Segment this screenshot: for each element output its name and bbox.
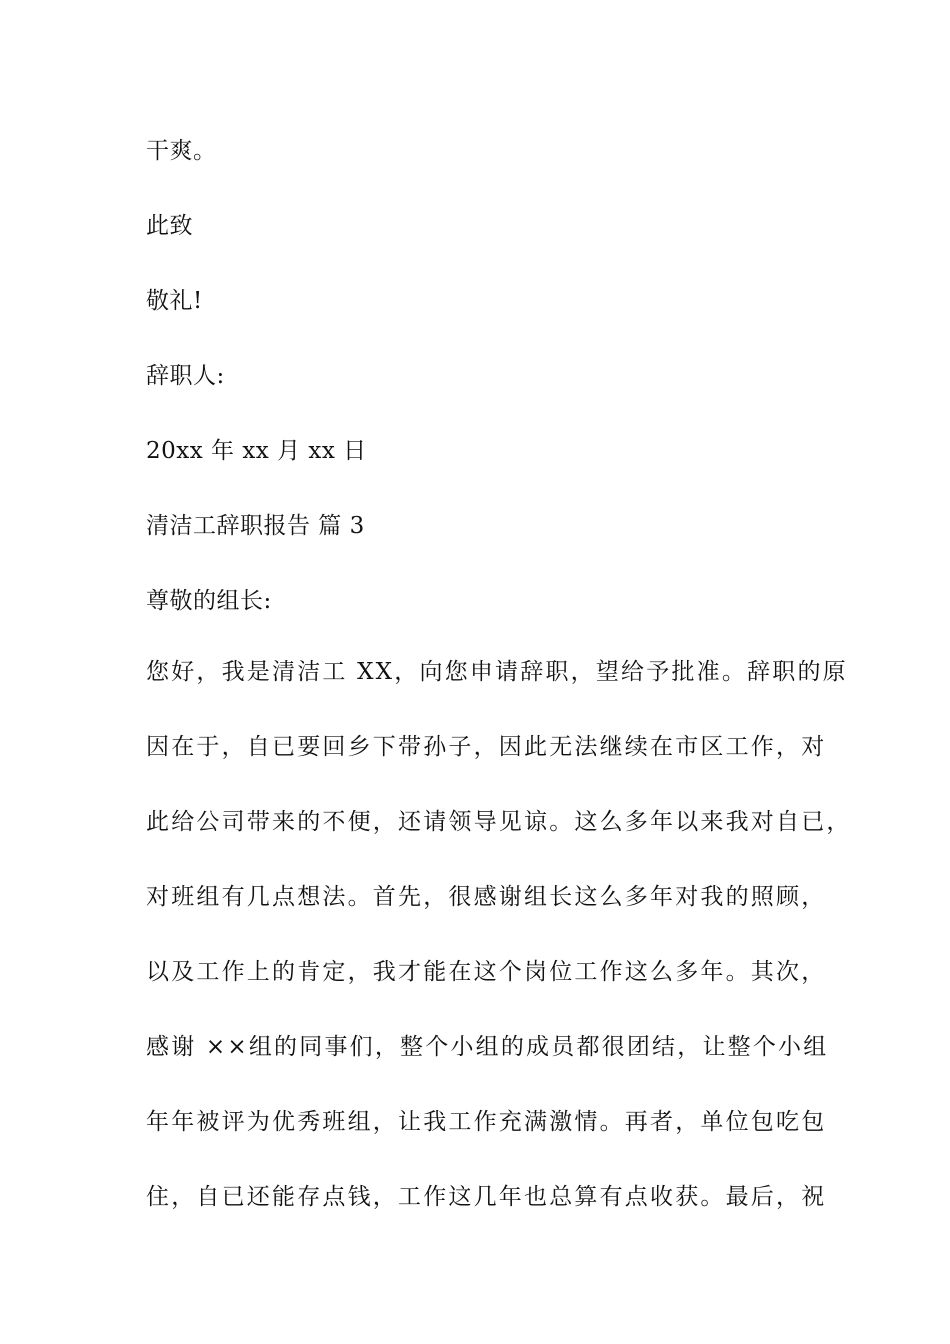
paragraph-row: 感谢 ××组的同事们，整个小组的成员都很团结，让整个小组 [146,1034,829,1060]
paragraph-row: 因在于，自已要回乡下带孙子，因此无法继续在市区工作，对 [146,734,827,760]
body-paragraph [146,657,852,1257]
text-line-closing-fragment: 干爽。 [146,138,217,164]
paragraph-row: 对班组有几点想法。首先，很感谢组长这么多年对我的照顾， [146,884,827,910]
paragraph-row: 以及工作上的肯定，我才能在这个岗位工作这么多年。其次， [146,959,827,985]
text-line-date: 20xx 年 xx 月 xx 日 [146,438,367,464]
text-line-salutation: 此致 [146,213,193,239]
section-heading: 清洁工辞职报告 篇 3 [146,513,365,539]
paragraph-row: 住，自已还能存点钱，工作这几年也总算有点收获。最后，祝 [146,1184,827,1210]
paragraph-row: 您好，我是清洁工 XX，向您申请辞职，望给予批准。辞职的原 [146,659,848,685]
paragraph-row: 年年被评为优秀班组，让我工作充满激情。再者，单位包吃包 [146,1109,827,1135]
text-line-signatory: 辞职人: [146,363,225,389]
paragraph-row: 此给公司带来的不便，还请领导见谅。这么多年以来我对自已， [146,809,852,835]
text-line-addressee: 尊敬的组长: [146,588,272,614]
text-line-regards: 敬礼! [146,288,203,314]
